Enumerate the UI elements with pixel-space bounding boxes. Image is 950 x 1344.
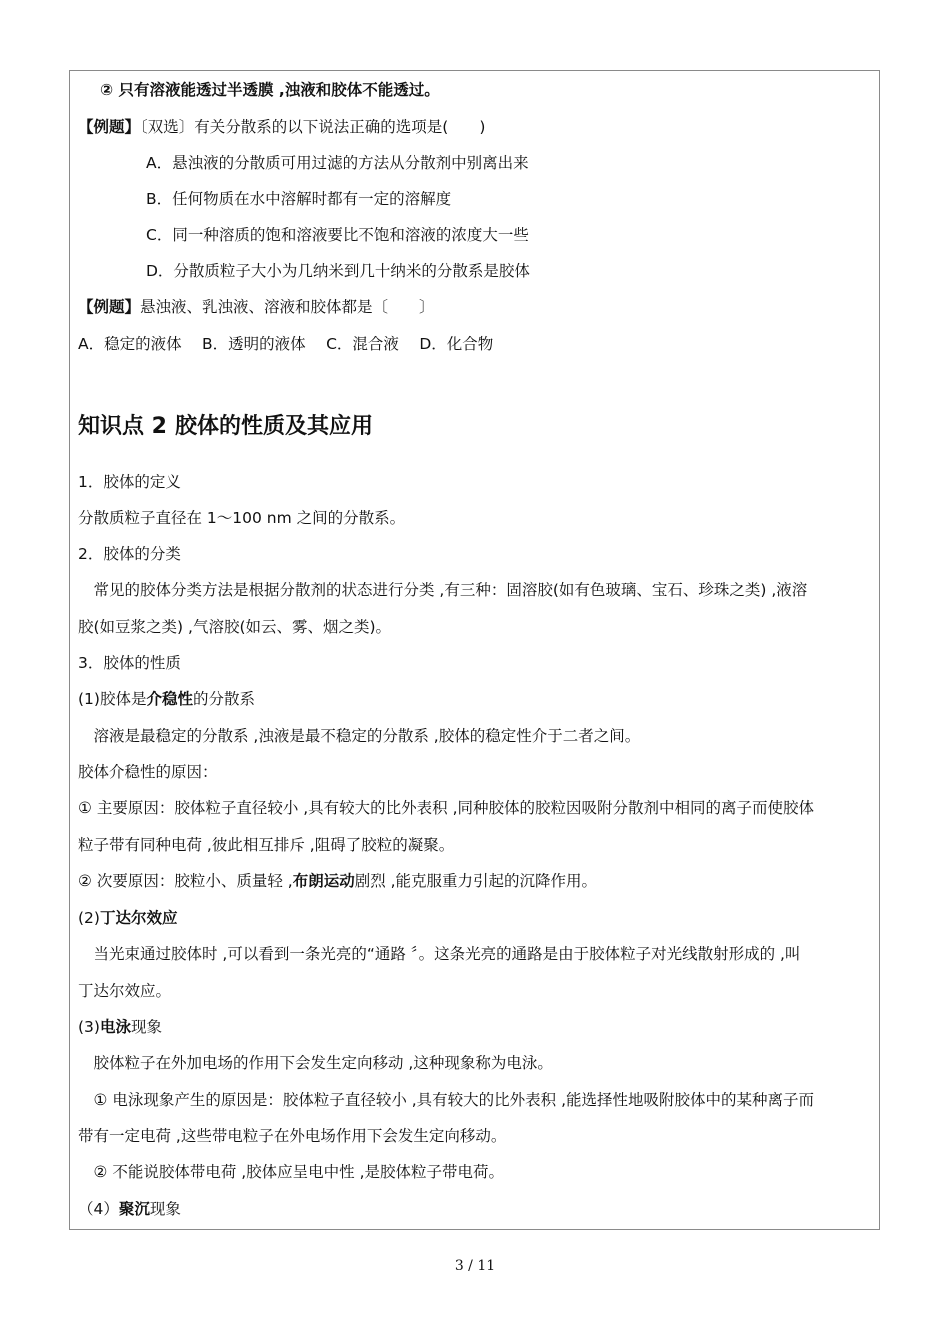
metastability-prefix: (1)胶体是	[78, 690, 147, 708]
classification-title: 2．胶体的分类	[78, 545, 181, 563]
tyndall-heading	[78, 908, 177, 928]
properties-title: 3．胶体的性质	[78, 654, 181, 672]
electrophoresis-body: 胶体粒子在外加电场的作用下会发生定向移动 ,这种现象称为电泳。	[78, 1054, 553, 1072]
semi-permeable-note: ② 只有溶液能透过半透膜 ,浊液和胶体不能透过。	[100, 81, 440, 99]
main-reason-line-1: ① 主要原因：胶体粒子直径较小 ,具有较大的比外表积 ,同种胶体的胶粒因吸附分散剂中相同的离子而使胶体	[78, 799, 815, 817]
coagulation-heading	[78, 1199, 181, 1219]
tyndall-body-line-1: 当光束通过胶体时 ,可以看到一条光亮的“通路 〞。这条光亮的通路是由于胶体粒子对光线散射形成的 ,叫	[78, 945, 801, 963]
electrophoresis-suffix: 现象	[130, 1018, 162, 1036]
classification-body-line-1: 常见的胶体分类方法是根据分散剂的状态进行分类 ,有三种：固溶胶(如有色玻璃、宝石、珍珠之类) ,液溶	[78, 581, 808, 599]
example-1-stem: 〔双选〕有关分散系的以下说法正确的选项是( )	[140, 118, 486, 136]
electrophoresis-prefix: (3)	[78, 1018, 100, 1036]
metastability-heading	[78, 689, 255, 709]
secondary-reason-prefix: ② 次要原因：胶粒小、质量轻 ,	[78, 872, 293, 890]
example-2-stem: 悬浊液、乳浊液、溶液和胶体都是〔 〕	[140, 298, 435, 316]
metastability-body: 溶液是最稳定的分散系 ,浊液是最不稳定的分散系 ,胶体的稳定性介于二者之间。	[78, 727, 641, 745]
section-title: 胶体的性质及其应用	[174, 414, 373, 439]
tyndall-prefix: (2)	[78, 909, 100, 927]
electrophoresis-item-1-line-1: ① 电泳现象产生的原因是：胶体粒子直径较小 ,具有较大的比外表积 ,能选择性地吸附胶体中的某种离子而	[78, 1091, 815, 1109]
secondary-reason-suffix: 剧烈 ,能克服重力引起的沉降作用。	[354, 872, 598, 890]
secondary-reason	[78, 871, 597, 891]
section-heading	[78, 412, 373, 442]
electrophoresis-item-1-line-2: 带有一定电荷 ,这些带电粒子在外电场作用下会发生定向移动。	[78, 1127, 507, 1145]
section-prefix: 知识点 2	[78, 414, 167, 439]
coagulation-prefix: （4）	[78, 1200, 119, 1218]
electrophoresis-item-2: ② 不能说胶体带电荷 ,胶体应呈电中性 ,是胶体粒子带电荷。	[78, 1163, 505, 1181]
example-1-option-b: B．任何物质在水中溶解时都有一定的溶解度	[146, 190, 452, 208]
definition-title: 1．胶体的定义	[78, 473, 181, 491]
metastability-term: 介稳性	[146, 690, 193, 708]
page-number: 3 / 11	[454, 1258, 496, 1274]
classification-body-line-2: 胶(如豆浆之类) ,气溶胶(如云、雾、烟之类)。	[78, 618, 392, 636]
example-1-label: 【例题】	[78, 118, 141, 136]
example-2-options: A．稳定的液体 B．透明的液体 C．混合液 D．化合物	[78, 335, 494, 353]
tyndall-body-line-2: 丁达尔效应。	[78, 982, 172, 1000]
metastability-reason-title: 胶体介稳性的原因：	[78, 763, 218, 781]
main-reason-line-2: 粒子带有同种电荷 ,彼此相互排斥 ,阻碍了胶粒的凝聚。	[78, 836, 455, 854]
example-2-label: 【例题】	[78, 298, 141, 316]
example-1	[78, 117, 485, 137]
coagulation-suffix: 现象	[149, 1200, 181, 1218]
electrophoresis-term: 电泳	[99, 1018, 131, 1036]
metastability-suffix: 的分散系	[192, 690, 255, 708]
tyndall-term: 丁达尔效应	[99, 909, 178, 927]
example-2	[78, 297, 435, 317]
electrophoresis-heading	[78, 1017, 162, 1037]
coagulation-term: 聚沉	[118, 1200, 150, 1218]
brownian-motion-term: 布朗运动	[292, 872, 355, 890]
definition-body: 分散质粒子直径在 1～100 nm 之间的分散系。	[78, 509, 406, 527]
example-1-option-d: D．分散质粒子大小为几纳米到几十纳米的分散系是胶体	[146, 262, 530, 280]
example-1-option-c: C．同一种溶质的饱和溶液要比不饱和溶液的浓度大一些	[146, 226, 529, 244]
example-1-option-a: A．悬浊液的分散质可用过滤的方法从分散剂中别离出来	[146, 154, 529, 172]
